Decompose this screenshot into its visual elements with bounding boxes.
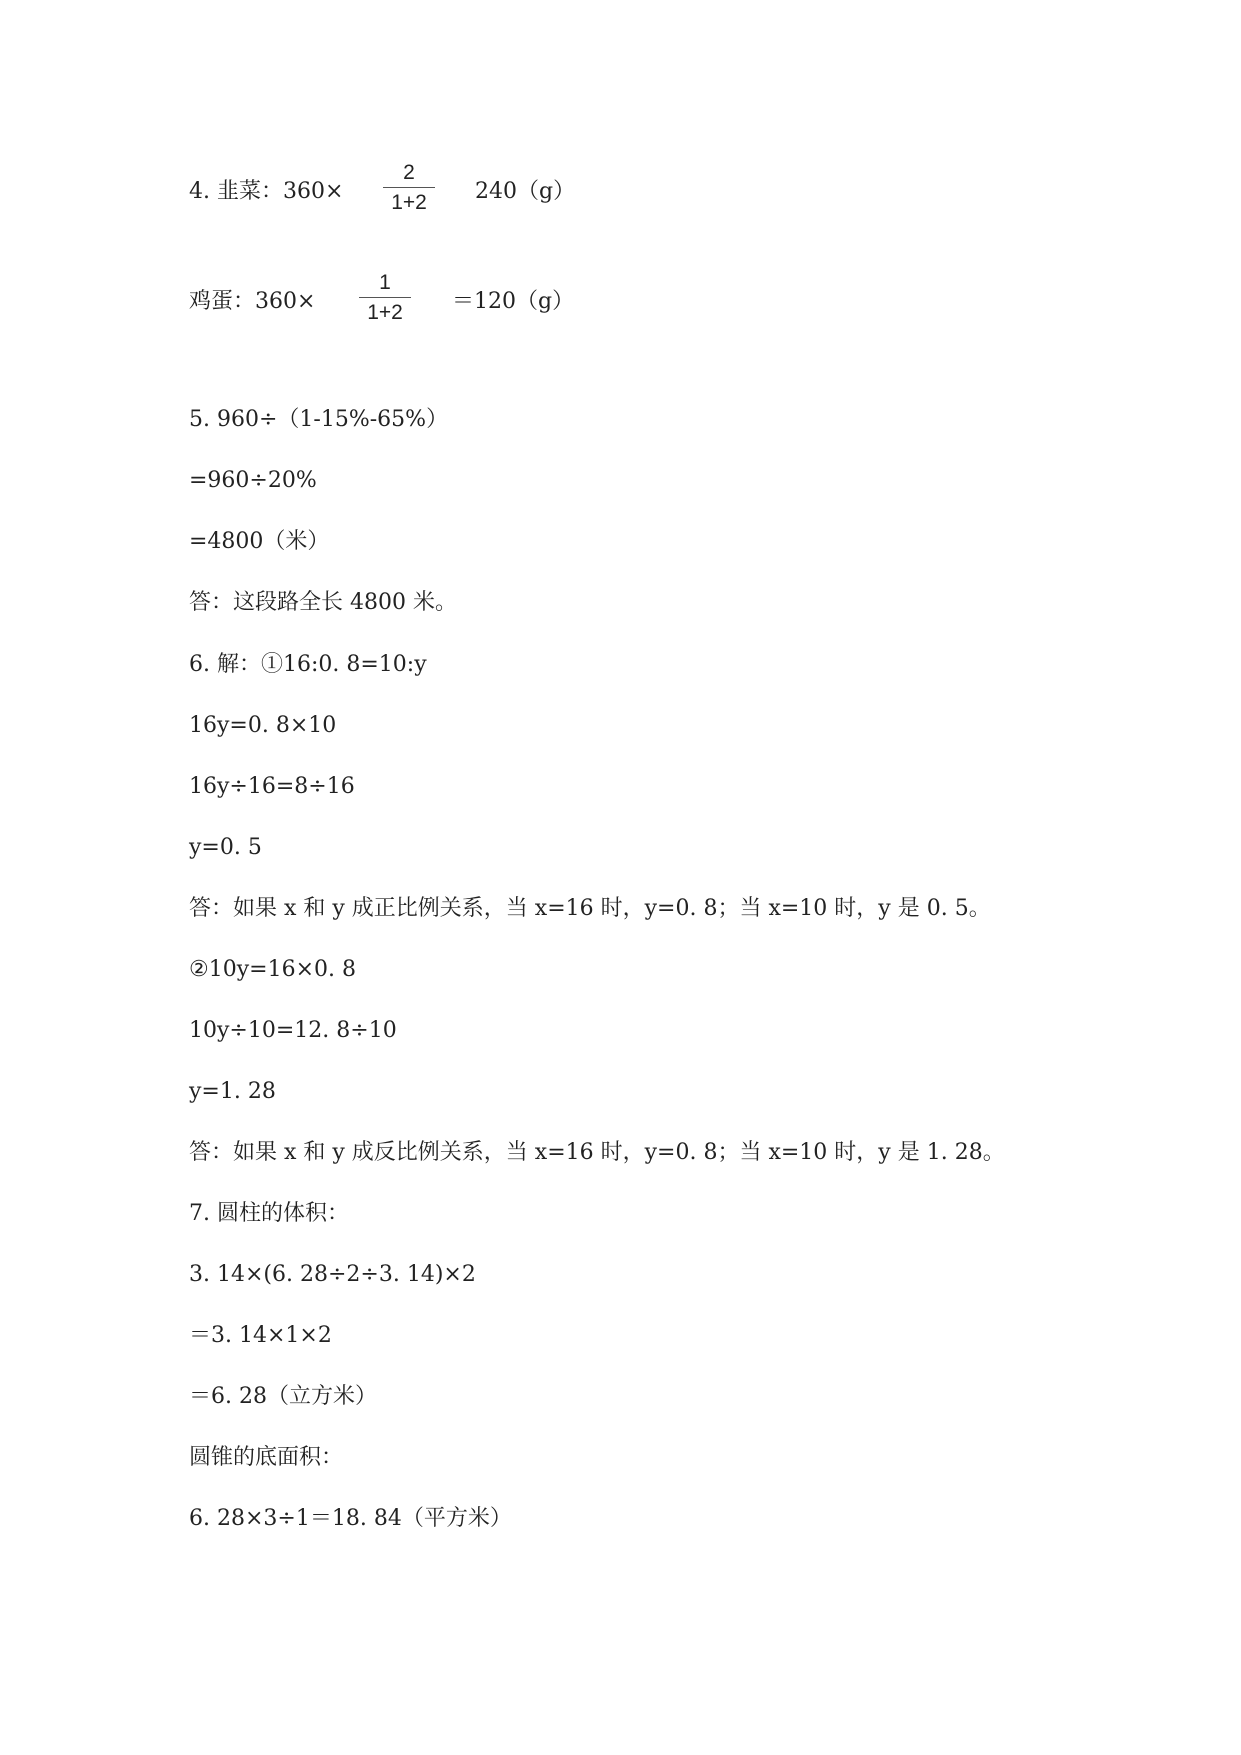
- fraction-numerator: 1: [379, 271, 391, 294]
- problem-6-result: y=1. 28: [189, 1079, 276, 1104]
- problem-5-answer: 答：这段路全长 4800 米。: [189, 590, 457, 615]
- fraction-bar: [383, 187, 435, 188]
- fraction-denominator: 1+2: [391, 191, 427, 214]
- problem-7-base-area: 6. 28×3÷1＝18. 84（平方米）: [189, 1506, 512, 1531]
- egg-label: 鸡蛋：360×: [189, 289, 316, 314]
- problem-5-result: =4800（米）: [189, 529, 330, 554]
- problem-5-expression: 5. 960÷（1-15%-65%）: [189, 407, 449, 432]
- fraction-bar: [359, 297, 411, 298]
- problem-6-step: 10y÷10=12. 8÷10: [189, 1018, 397, 1043]
- problem-6-part-2: ②10y=16×0. 8: [189, 957, 356, 982]
- fraction-numerator: 2: [403, 161, 415, 184]
- problem-7-subheader: 圆锥的底面积：: [189, 1445, 344, 1470]
- egg-fraction: [359, 270, 411, 326]
- problem-6-step: 16y=0. 8×10: [189, 713, 337, 738]
- problem-7-result: ＝6. 28（立方米）: [189, 1384, 377, 1409]
- leek-fraction: [383, 160, 435, 216]
- problem-6-result: y=0. 5: [189, 835, 262, 860]
- problem-5-step: =960÷20%: [189, 468, 317, 493]
- problem-6-header: 6. 解：①16:0. 8=10:y: [189, 652, 427, 677]
- leek-label: 4. 韭菜：360×: [189, 179, 344, 204]
- leek-result: 240（g）: [475, 179, 576, 204]
- problem-6-answer-2: 答：如果 x 和 y 成反比例关系，当 x=16 时，y=0. 8；当 x=10 时，y 是 1. 28。: [189, 1140, 1005, 1165]
- problem-6-step: 16y÷16=8÷16: [189, 774, 355, 799]
- problem-7-expression: 3. 14×(6. 28÷2÷3. 14)×2: [189, 1262, 476, 1287]
- problem-7-step: ＝3. 14×1×2: [189, 1323, 332, 1348]
- egg-result: ＝120（g）: [452, 289, 575, 314]
- problem-6-answer-1: 答：如果 x 和 y 成正比例关系，当 x=16 时，y=0. 8；当 x=10 时，y 是 0. 5。: [189, 896, 991, 921]
- problem-7-header: 7. 圆柱的体积：: [189, 1201, 349, 1226]
- fraction-denominator: 1+2: [367, 301, 403, 324]
